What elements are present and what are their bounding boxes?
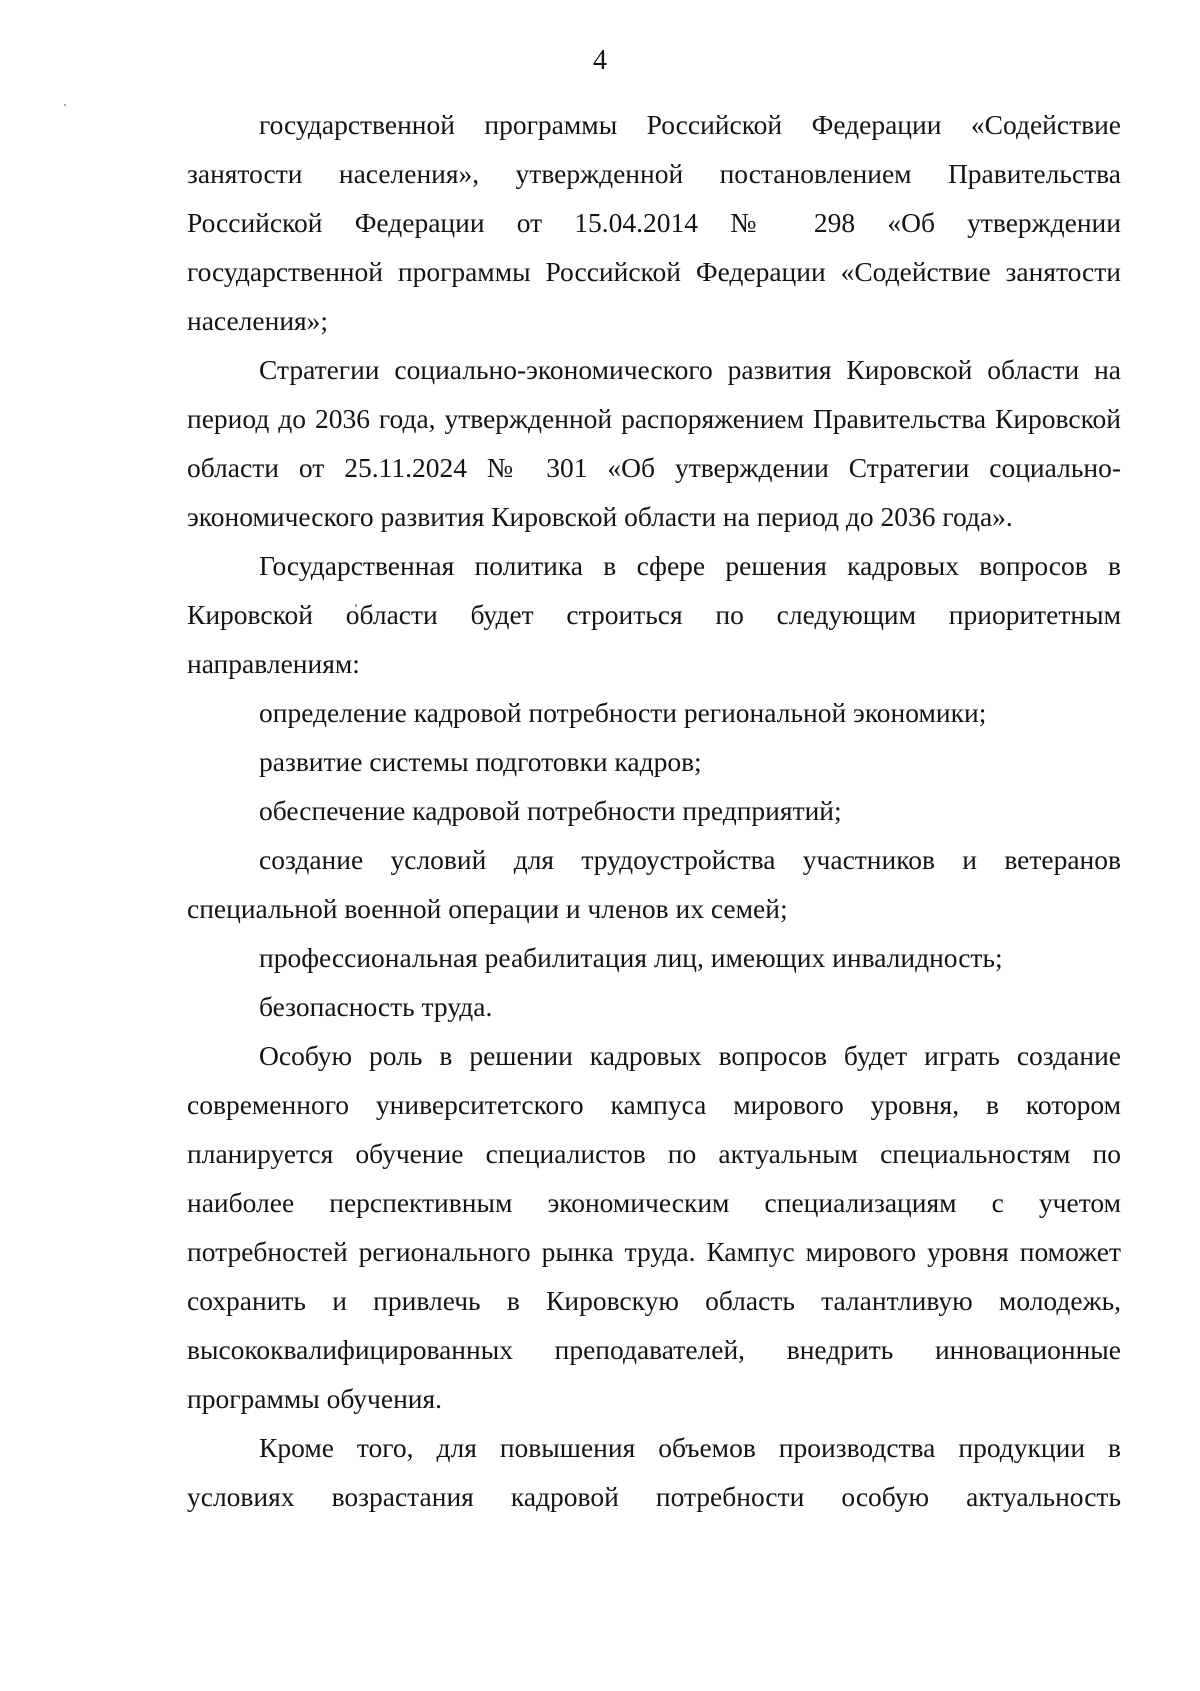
list-item-labor-safety: безопасность труда.: [259, 991, 493, 1022]
paragraph-strategy-reference: Стратегии социально-экономического развития Кировской области на период до 2036 года, утвержденной распоряжением Правительства Кировской области от 25.11.2024 № 301 «Об утверждении Стратегии социально-экономического развития Кировской области на период до 2036 года».: [187, 354, 1121, 532]
paragraph-program-reference: государственной программы Российской Федерации «Содействие занятости населения», утвержденной постановлением Правительства Российской Федерации от 15.04.2014 № 298 «Об утверждении государственной программы Российской Федерации «Содействие занятости населения»;: [187, 109, 1121, 336]
list-item-rehabilitation: профессиональная реабилитация лиц, имеющих инвалидность;: [259, 942, 1003, 973]
paragraph-production-growth: Кроме того, для повышения объемов производства продукции в условиях возрастания кадровой потребности особую актуальность: [187, 1432, 1121, 1512]
list-item-veterans-employment: создание условий для трудоустройства участников и ветеранов специальной военной операции и членов их семей;: [187, 844, 1121, 924]
document-body: [187, 100, 1121, 1521]
paragraph-policy-directions: Государственная политика в сфере решения кадровых вопросов в Кировской области будет строиться по следующим приоритетным направлениям:: [187, 550, 1121, 679]
paragraph-university-campus: Особую роль в решении кадровых вопросов будет играть создание современного университетского кампуса мирового уровня, в котором планируется обучение специалистов по актуальным специальностям по наиболее перспективным экономическим специализациям с учетом потребностей регионального рынка труда. Кампус мирового уровня поможет сохранить и привлечь в Кировскую область талантливую молодежь, высококвалифицированных преподавателей, внедрить инновационные программы обучения.: [187, 1040, 1121, 1414]
list-item-enterprise-needs: обеспечение кадровой потребности предприятий;: [259, 795, 842, 826]
scan-speck: [64, 104, 66, 106]
page-number: 4: [593, 45, 607, 76]
list-item-staffing-needs: определение кадровой потребности региональной экономики;: [259, 697, 987, 728]
list-item-training-system: развитие системы подготовки кадров;: [259, 746, 702, 777]
